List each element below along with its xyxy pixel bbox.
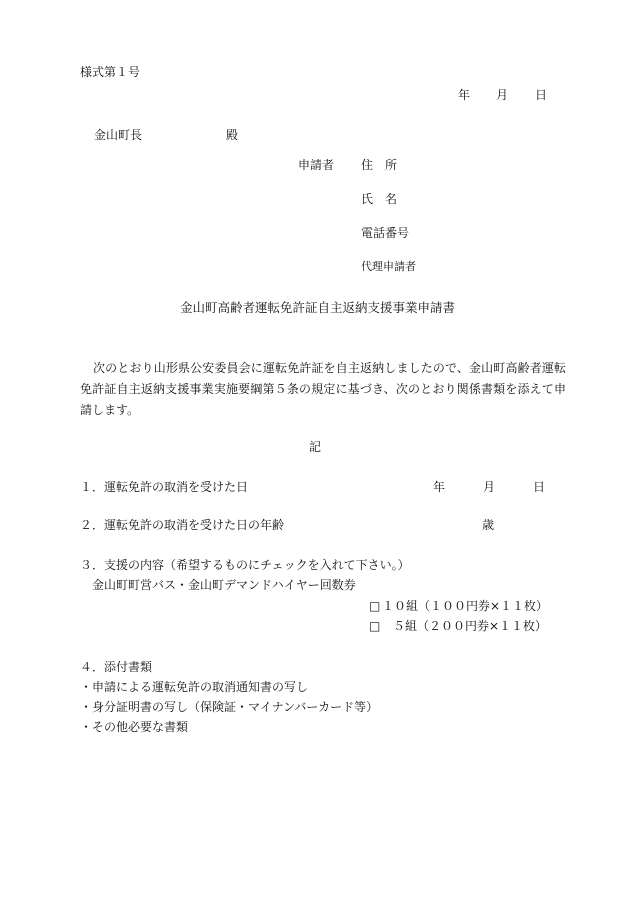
item-2-age-unit: 歳 [482, 518, 495, 532]
item-4-label: ４．添付書類 [80, 660, 153, 674]
item-1-day: 日 [533, 480, 546, 494]
item-3-label: ３．支援の内容（希望するものにチェックを入れて下さい。） [80, 558, 410, 572]
addressee-mayor: 金山町長 [94, 128, 143, 142]
applicant-address-label: 住 所 [361, 158, 398, 172]
date-month: 月 [496, 88, 509, 102]
attached-doc-2: ・身分証明書の写し（保険証・マイナンバーカード等） [80, 700, 379, 714]
applicant-agent-label: 代理申請者 [361, 260, 416, 273]
attached-doc-3: ・その他必要な書類 [80, 720, 189, 734]
form-number: 様式第１号 [80, 65, 141, 79]
date-day: 日 [535, 88, 548, 102]
applicant-label: 申請者 [298, 158, 335, 172]
item-1-month: 月 [483, 480, 496, 494]
page-title: 金山町高齢者運転免許証自主返納支援事業申請書 [180, 300, 456, 315]
option-2-checkbox[interactable]: □ [369, 619, 381, 633]
attached-doc-1: ・申請による運転免許の取消通知書の写し [80, 680, 309, 694]
ki-heading: 記 [309, 440, 322, 454]
date-year: 年 [458, 88, 471, 102]
applicant-phone-label: 電話番号 [361, 226, 410, 240]
option-1-checkbox[interactable]: □ [369, 599, 381, 613]
addressee-honorific: 殿 [226, 128, 239, 142]
item-2-label: ２．運転免許の取消を受けた日の年齢 [80, 518, 285, 532]
item-1-year: 年 [433, 480, 446, 494]
option-1-text: １０組（１００円券×１１枚） [382, 599, 549, 613]
applicant-name-label: 氏 名 [361, 192, 398, 206]
option-2-text: ５組（２００円券×１１枚） [393, 619, 548, 633]
body-paragraph: 次のとおり山形県公安委員会に運転免許証を自主返納しましたので、金山町高齢者運転免許証自主返納支援事業実施要綱第５条の規定に基づき、次のとおり関係書類を添えて申請します。 [80, 361, 566, 417]
item-1-label: １．運転免許の取消を受けた日 [80, 480, 249, 494]
ticket-name: 金山町町営バス・金山町デマンドハイヤー回数券 [92, 578, 356, 592]
